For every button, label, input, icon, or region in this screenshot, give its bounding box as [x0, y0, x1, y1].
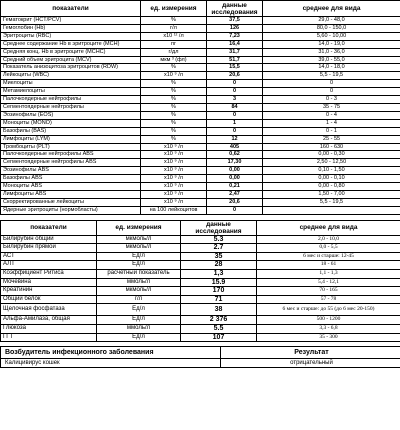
biochem-unit: ммоль/л — [97, 278, 181, 287]
biochem-param-name: Коэффициент Ритиса — [1, 270, 97, 279]
cbc-norm: 0 — [263, 88, 400, 96]
cbc-unit: % — [141, 64, 207, 72]
cbc-row — [1, 40, 400, 48]
biochem-value: 2 376 — [181, 316, 257, 325]
cbc-unit: % — [141, 111, 207, 119]
cbc-unit: % — [141, 80, 207, 88]
cbc-norm: 0 — [263, 80, 400, 88]
infection-header-result: Результат — [221, 347, 400, 359]
infection-result: отрицательный — [221, 359, 400, 368]
cbc-value: 0 — [207, 111, 263, 119]
biochem-norm: 1,1 - 1,3 — [257, 270, 400, 279]
cbc-value: 0 — [207, 88, 263, 96]
biochem-row — [1, 278, 400, 287]
infection-header-row — [1, 347, 400, 359]
cbc-value: 3 — [207, 96, 263, 104]
cbc-table-body — [1, 17, 400, 215]
biochem-header-norm: среднее для вида — [257, 220, 400, 235]
cbc-value: 0,21 — [207, 183, 263, 191]
cbc-row — [1, 72, 400, 80]
cbc-row — [1, 56, 400, 64]
biochem-header-param: показатели — [1, 220, 97, 235]
cbc-norm: 0 - 3 — [263, 96, 400, 104]
cbc-norm: 0,10 - 1,50 — [263, 167, 400, 175]
cbc-value: 0,00 — [207, 175, 263, 183]
biochem-norm: 2,0 - 10,0 — [257, 235, 400, 244]
infection-table — [0, 346, 400, 368]
cbc-param-name: Моноциты (MONO) — [1, 119, 141, 127]
cbc-row — [1, 32, 400, 40]
cbc-value: 31,7 — [207, 48, 263, 56]
biochem-param-name: Креатинин — [1, 287, 97, 296]
biochem-row — [1, 270, 400, 279]
cbc-unit: x10 ⁹ /л — [141, 167, 207, 175]
cbc-unit: % — [141, 135, 207, 143]
biochem-value: 5.5 — [181, 325, 257, 334]
cbc-row — [1, 183, 400, 191]
cbc-value: 12 — [207, 135, 263, 143]
biochem-value: 28 — [181, 261, 257, 270]
biochem-norm: 6 мес и старше: до 55 (до 6 мес 20-150) — [257, 304, 400, 316]
cbc-row — [1, 190, 400, 198]
cbc-norm: 160 - 630 — [263, 143, 400, 151]
biochem-param-name: АСТ — [1, 252, 97, 261]
cbc-unit: на 100 лейкоцитов — [141, 206, 207, 214]
biochem-param-name: Щелочная фосфатаза — [1, 304, 97, 316]
cbc-norm: 0,00 - 0,80 — [263, 183, 400, 191]
cbc-norm: 35 - 75 — [263, 103, 400, 111]
cbc-unit: x10 ⁹ /л — [141, 72, 207, 80]
cbc-param-name: Тромбоциты (PLT) — [1, 143, 141, 151]
cbc-param-name: Лейкоциты (WBC) — [1, 72, 141, 80]
cbc-param-name: Миелоциты — [1, 80, 141, 88]
infection-table-body — [1, 359, 400, 368]
cbc-row — [1, 24, 400, 32]
cbc-value: 7,23 — [207, 32, 263, 40]
cbc-row — [1, 175, 400, 183]
biochem-unit: мкмоль/л — [97, 244, 181, 253]
cbc-row — [1, 17, 400, 25]
cbc-param-name: Скорректированные лейкоциты — [1, 198, 141, 206]
cbc-param-name: Метамиелоциты — [1, 88, 141, 96]
cbc-row — [1, 135, 400, 143]
biochem-unit: мкмоль/л — [97, 235, 181, 244]
biochem-value: 38 — [181, 304, 257, 316]
cbc-param-name: Средняя конц. Hb в эритроците (MCHC) — [1, 48, 141, 56]
biochem-table — [0, 220, 400, 343]
cbc-value: 2,47 — [207, 190, 263, 198]
cbc-norm: 5,5 - 19,5 — [263, 198, 400, 206]
biochem-header-unit: ед. измерения — [97, 220, 181, 235]
cbc-norm: 29,0 - 48,0 — [263, 17, 400, 25]
cbc-value: 15,5 — [207, 64, 263, 72]
cbc-value: 126 — [207, 24, 263, 32]
cbc-norm: 0 - 4 — [263, 111, 400, 119]
infection-row — [1, 359, 400, 368]
cbc-header-param: показатели — [1, 1, 141, 17]
biochem-norm: 35 - 300 — [257, 333, 400, 342]
cbc-row — [1, 119, 400, 127]
cbc-param-name: Эозинофилы (EOS) — [1, 111, 141, 119]
cbc-param-name: Палочкоядерные нейтрофилы — [1, 96, 141, 104]
cbc-norm — [263, 206, 400, 214]
cbc-norm: 5,5 - 19,5 — [263, 72, 400, 80]
biochem-param-name: Общий белок — [1, 295, 97, 304]
biochem-header-value: данные исследования — [181, 220, 257, 235]
biochem-unit: ммоль/л — [97, 325, 181, 334]
cbc-norm: 39,0 - 55,0 — [263, 56, 400, 64]
cbc-norm: 31,0 - 36,0 — [263, 48, 400, 56]
biochem-table-body — [1, 235, 400, 342]
cbc-unit: % — [141, 88, 207, 96]
biochem-header-row — [1, 220, 400, 235]
cbc-row — [1, 206, 400, 214]
cbc-unit: x10 ⁹ /л — [141, 143, 207, 151]
biochem-norm: 6 мес и старше: 12-45 — [257, 252, 400, 261]
biochem-unit: мкмоль/л — [97, 287, 181, 296]
cbc-value: 37,5 — [207, 17, 263, 25]
cbc-unit: x10 ⁹ /л — [141, 159, 207, 167]
cbc-row — [1, 48, 400, 56]
biochem-norm: 18 - 61 — [257, 261, 400, 270]
biochem-row — [1, 295, 400, 304]
cbc-param-name: Лимфоциты ABS — [1, 190, 141, 198]
cbc-value: 17,30 — [207, 159, 263, 167]
biochem-param-name: Билирубин общий — [1, 235, 97, 244]
biochem-value: 107 — [181, 333, 257, 342]
biochem-unit: Ед/л — [97, 252, 181, 261]
biochem-value: 35 — [181, 252, 257, 261]
cbc-row — [1, 198, 400, 206]
cbc-unit: x10 ⁹ /л — [141, 175, 207, 183]
cbc-value: 84 — [207, 103, 263, 111]
cbc-row — [1, 151, 400, 159]
cbc-value: 16,4 — [207, 40, 263, 48]
cbc-param-name: Среднее содержание Hb в эритроците (MCH) — [1, 40, 141, 48]
cbc-param-name: Палочкоядерные нейтрофилы ABS — [1, 151, 141, 159]
cbc-unit: г/дл — [141, 48, 207, 56]
cbc-value: 20,6 — [207, 198, 263, 206]
cbc-norm: 14,0 - 19,0 — [263, 40, 400, 48]
cbc-unit: г/л — [141, 24, 207, 32]
cbc-norm: 80,0 - 150,0 — [263, 24, 400, 32]
cbc-header-row — [1, 1, 400, 17]
cbc-norm: 14,0 - 18,0 — [263, 64, 400, 72]
cbc-row — [1, 103, 400, 111]
cbc-value: 20,6 — [207, 72, 263, 80]
cbc-value: 1 — [207, 119, 263, 127]
cbc-norm: 0,00 - 0,10 — [263, 175, 400, 183]
cbc-param-name: Эритроциты (RBC) — [1, 32, 141, 40]
cbc-row — [1, 159, 400, 167]
biochem-row — [1, 252, 400, 261]
cbc-param-name: Базофилы ABS — [1, 175, 141, 183]
biochem-param-name: АЛТ — [1, 261, 97, 270]
cbc-value: 0 — [207, 127, 263, 135]
biochem-unit: Ед/л — [97, 316, 181, 325]
biochem-value: 15.9 — [181, 278, 257, 287]
cbc-row — [1, 88, 400, 96]
biochem-norm: 500 - 1200 — [257, 316, 400, 325]
cbc-unit: % — [141, 17, 207, 25]
infection-pathogen: Калицивирус кошек — [1, 359, 221, 368]
cbc-row — [1, 80, 400, 88]
cbc-value: 0 — [207, 206, 263, 214]
biochem-unit: Ед/л — [97, 333, 181, 342]
cbc-value: 51,7 — [207, 56, 263, 64]
cbc-norm: 0 - 1 — [263, 127, 400, 135]
biochem-row — [1, 261, 400, 270]
biochem-unit: Ед/л — [97, 304, 181, 316]
biochem-param-name: Альфа-Амилаза, общая — [1, 316, 97, 325]
cbc-row — [1, 64, 400, 72]
biochem-value: 170 — [181, 287, 257, 296]
biochem-value: 1,3 — [181, 270, 257, 279]
cbc-row — [1, 143, 400, 151]
biochem-param-name: ГГТ — [1, 333, 97, 342]
biochem-norm: 70 - 165 — [257, 287, 400, 296]
cbc-unit: мкм ³ (фл) — [141, 56, 207, 64]
cbc-norm: 0,00 - 0,30 — [263, 151, 400, 159]
cbc-param-name: Гематокрит (HCT/PCV) — [1, 17, 141, 25]
biochem-value: 71 — [181, 295, 257, 304]
cbc-value: 405 — [207, 143, 263, 151]
biochem-row — [1, 333, 400, 342]
cbc-row — [1, 111, 400, 119]
cbc-unit: x10 ¹² /л — [141, 32, 207, 40]
cbc-unit: x10 ⁹ /л — [141, 183, 207, 191]
biochem-value: 5.3 — [181, 235, 257, 244]
cbc-row — [1, 127, 400, 135]
biochem-unit: г/л — [97, 295, 181, 304]
biochem-row — [1, 316, 400, 325]
cbc-row — [1, 167, 400, 175]
cbc-unit: % — [141, 119, 207, 127]
cbc-norm: 5,60 - 10,00 — [263, 32, 400, 40]
cbc-param-name: Базофилы (BAS) — [1, 127, 141, 135]
cbc-header-value: данные исследования — [207, 1, 263, 17]
cbc-param-name: Моноциты ABS — [1, 183, 141, 191]
biochem-row — [1, 325, 400, 334]
biochem-row — [1, 235, 400, 244]
cbc-norm: 2,50 - 12,50 — [263, 159, 400, 167]
biochem-norm: 57 - 78 — [257, 295, 400, 304]
cbc-header-norm: среднее для вида — [263, 1, 400, 17]
infection-header-pathogen: Возбудитель инфекционного заболевания — [1, 347, 221, 359]
biochem-row — [1, 244, 400, 253]
cbc-param-name: Лимфоциты (LYM) — [1, 135, 141, 143]
cbc-unit: x10 ⁹ /л — [141, 198, 207, 206]
biochem-param-name: Мочевина — [1, 278, 97, 287]
cbc-unit: x10 ⁹ /л — [141, 151, 207, 159]
biochem-row — [1, 304, 400, 316]
cbc-unit: % — [141, 127, 207, 135]
biochem-norm: 5,4 - 12,1 — [257, 278, 400, 287]
biochem-unit: Ед/л — [97, 261, 181, 270]
biochem-param-name: Глюкоза — [1, 325, 97, 334]
cbc-row — [1, 96, 400, 104]
biochem-norm: 3,3 - 6,8 — [257, 325, 400, 334]
biochem-value: 2.7 — [181, 244, 257, 253]
cbc-unit: x10 ⁹ /л — [141, 190, 207, 198]
biochem-norm: 0,0 - 5,5 — [257, 244, 400, 253]
cbc-value: 0,00 — [207, 167, 263, 175]
cbc-value: 0 — [207, 80, 263, 88]
cbc-unit: % — [141, 103, 207, 111]
biochem-row — [1, 287, 400, 296]
biochem-unit: расчетный показатель — [97, 270, 181, 279]
cbc-param-name: Эозинофилы ABS — [1, 167, 141, 175]
cbc-param-name: Средний объем эритроцита (MCV) — [1, 56, 141, 64]
cbc-param-name: Сегментоядерные нейтрофилы — [1, 103, 141, 111]
cbc-param-name: Сегментоядерные нейтрофилы ABS — [1, 159, 141, 167]
cbc-param-name: Гемоглобин (Hb) — [1, 24, 141, 32]
cbc-norm: 25 - 55 — [263, 135, 400, 143]
cbc-unit: % — [141, 96, 207, 104]
cbc-unit: пг — [141, 40, 207, 48]
cbc-norm: 1,50 - 7,00 — [263, 190, 400, 198]
cbc-value: 0,62 — [207, 151, 263, 159]
cbc-param-name: Показатель анизоцитоза эритроцитов (RDW) — [1, 64, 141, 72]
cbc-param-name: Ядерные эритроциты (нормобласты) — [1, 206, 141, 214]
biochem-param-name: Билирубин прямой — [1, 244, 97, 253]
cbc-norm: 1 - 4 — [263, 119, 400, 127]
cbc-header-unit: ед. измерения — [141, 1, 207, 17]
